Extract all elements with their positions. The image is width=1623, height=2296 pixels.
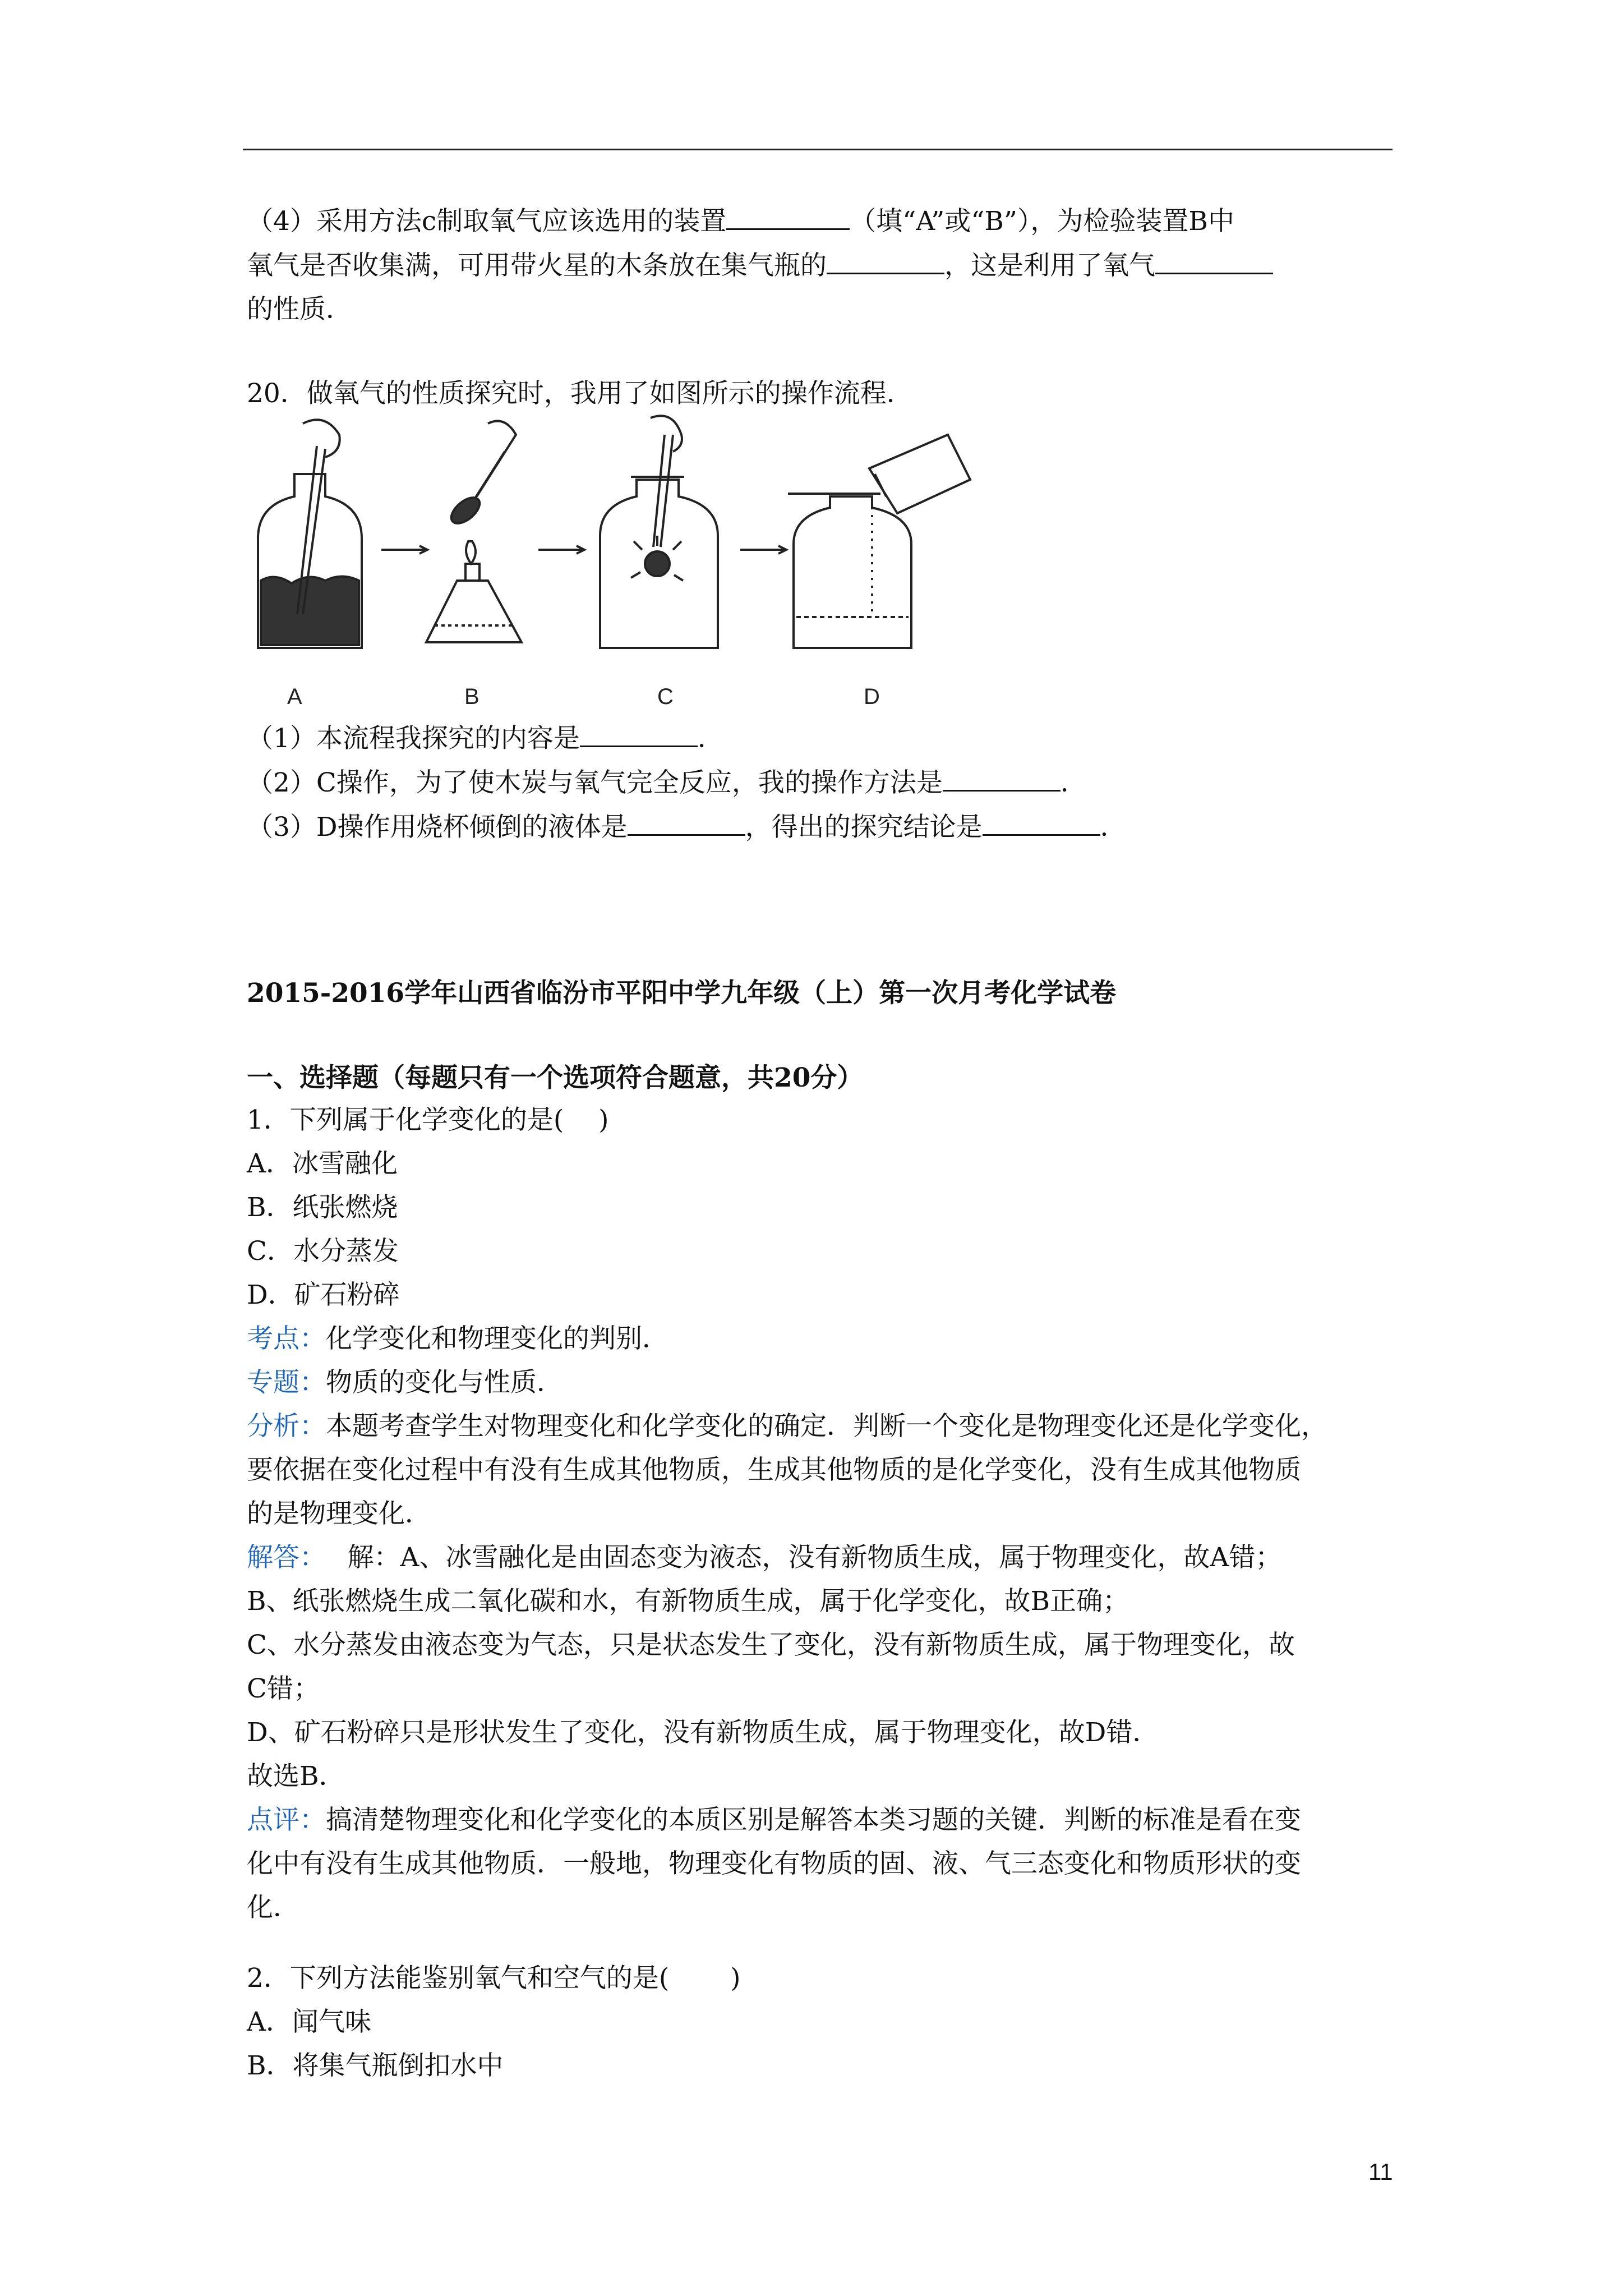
q1-dianping-2: 化中有没有生成其他物质．一般地，物理变化有物质的固、液、气三态变化和物质形状的变 [247, 1848, 1301, 1879]
q1-jieda-6: 故选B． [247, 1761, 345, 1792]
figure-label-c: C [657, 684, 674, 709]
q1-option-b: B．纸张燃烧 [247, 1192, 398, 1223]
question-19-part-4 [247, 199, 1391, 332]
q1-zhuanti: 专题：物质的变化与性质． [247, 1367, 563, 1398]
q1-dianping-1: 点评：搞清楚物理变化和化学变化的本质区别是解答本类习题的关键．判断的标准是看在变 [247, 1805, 1301, 1835]
answer-blank[interactable] [943, 761, 1061, 792]
q1-stem: 1．下列属于化学变化的是( ) [247, 1105, 609, 1135]
q2-option-a: A．闻气味 [247, 2007, 371, 2037]
answer-blank[interactable] [983, 805, 1100, 836]
q1-jieda-2: B、纸张燃烧生成二氧化碳和水，有新物质生成，属于化学变化，故B正确； [247, 1586, 1129, 1617]
q20-sub-1: （1）本流程我探究的内容是 ． [247, 716, 1391, 761]
q1-fenxi-2: 要依据在变化过程中有没有生成其他物质，生成其他物质的是化学变化，没有生成其他物质 [247, 1455, 1301, 1485]
figure-label-b: B [464, 684, 479, 709]
figure-label-d: D [864, 684, 880, 709]
figure-d-pouring-liquid [788, 435, 970, 648]
answer-blank[interactable] [726, 199, 850, 230]
arrow-b-to-c-icon [538, 546, 584, 554]
q1-fenxi-3: 的是物理变化． [247, 1498, 431, 1529]
q1-option-a: A．冰雪融化 [247, 1148, 398, 1179]
q1-fenxi-1: 分析：本题考查学生对物理变化和化学变化的确定．判断一个变化是物理变化还是化学变化， [247, 1411, 1327, 1442]
page-number: 11 [1368, 2159, 1393, 2185]
q19-line-2: 氧气是否收集满，可用带火星的木条放在集气瓶的 ，这是利用了氧气 [247, 243, 1391, 288]
q1-option-d: D．矿石粉碎 [247, 1280, 400, 1310]
q1-jieda-3: C、水分蒸发由液态变为气态，只是状态发生了变化，没有新物质生成，属于物理变化，故 [247, 1630, 1295, 1660]
q19-line-3: 的性质． [247, 294, 352, 325]
arrow-c-to-d-icon [740, 546, 786, 554]
question-1 [247, 1098, 1391, 1930]
answer-blank[interactable] [827, 243, 944, 274]
q20-sub-2: （2）C操作，为了使木炭与氧气完全反应，我的操作方法是 ． [247, 761, 1391, 805]
answer-blank[interactable] [1155, 243, 1273, 274]
figure-label-a: A [287, 684, 302, 709]
figure-c-burning-jar [600, 416, 718, 648]
answer-blank[interactable] [628, 805, 745, 836]
q2-stem: 2．下列方法能鉴别氧气和空气的是( ) [247, 1963, 741, 1994]
q1-jieda-1: 解答： 解：A、冰雪融化是由固态变为液态，没有新物质生成，属于物理变化，故A错； [247, 1542, 1282, 1573]
experiment-flow-figure [241, 412, 1009, 718]
header-rule [243, 149, 1393, 150]
q2-option-b: B．将集气瓶倒扣水中 [247, 2050, 504, 2081]
question-2 [247, 1957, 1391, 2088]
q1-option-c: C．水分蒸发 [247, 1236, 399, 1267]
question-20-subquestions [247, 716, 1391, 849]
q1-dianping-3: 化． [247, 1892, 299, 1923]
arrow-a-to-b-icon [381, 546, 427, 554]
q1-jieda-5: D、矿石粉碎只是形状发生了变化，没有新物质生成，属于物理变化，故D错． [247, 1717, 1159, 1748]
figure-b-alcohol-lamp [426, 421, 522, 643]
q1-jieda-4: C错； [247, 1673, 320, 1704]
q1-kaodian: 考点：化学变化和物理变化的判别． [247, 1323, 668, 1354]
section-heading: 一、选择题（每题只有一个选项符合题意，共20分） [247, 1062, 864, 1093]
q20-sub-3: （3）D操作用烧杯倾倒的液体是 ，得出的探究结论是 ． [247, 805, 1391, 849]
figure-a-jar-with-charcoal [258, 420, 362, 648]
q19-line-1: （4）采用方法c制取氧气应该选用的装置 （填“A”或“B”），为检验装置B中 [247, 199, 1391, 243]
answer-blank[interactable] [580, 716, 698, 747]
exam-title: 2015-2016学年山西省临汾市平阳中学九年级（上）第一次月考化学试卷 [247, 978, 1117, 1009]
question-20-stem: 20．做氧气的性质探究时，我用了如图所示的操作流程． [247, 378, 913, 409]
